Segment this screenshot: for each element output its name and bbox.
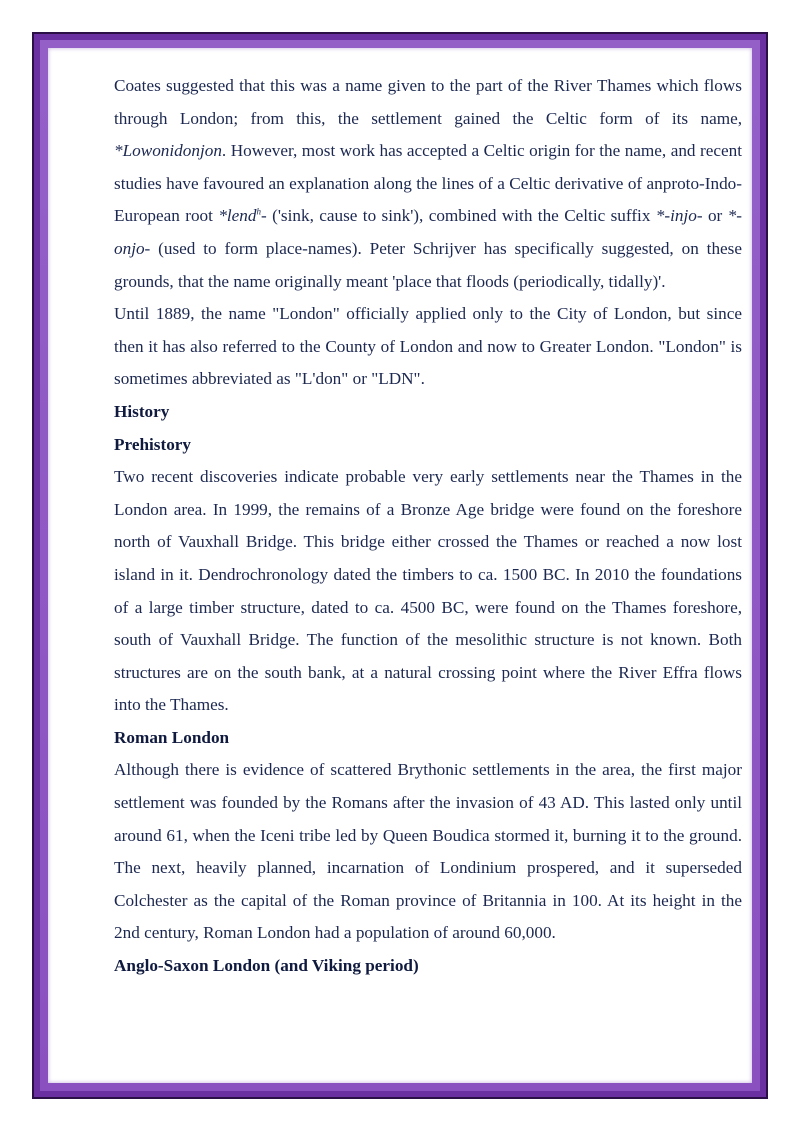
intro-lend: *lend: [218, 206, 257, 226]
intro-text-5: (used to form place-names). Peter Schrijver has specifically suggested, on these grounds, that the name originally meant 'place that floods (periodically, tidally)'.: [114, 238, 742, 291]
intro-paragraph: [114, 70, 742, 298]
intro-lowonidonjon: *Lowonidonjon: [114, 141, 222, 161]
heading-roman-london: Roman London: [114, 727, 230, 747]
intro-lend-superscript: h: [256, 206, 261, 217]
intro-onjo: *-onjo-: [114, 206, 742, 258]
roman-paragraph: Although there is evidence of scattered Brythonic settlements in the area, the first major settlement was founded by the Romans after the invasion of 43 AD. This lasted only until around 61, when the Iceni tribe led by Queen Boudica stormed it, burning it to the ground. The next, heavily planned, incarnation of Londinium prospered, and it superseded Colchester as the capital of the Roman province of Britannia in 100. At its height in the 2nd century, Roman London had a population of around 60,000.: [114, 760, 742, 943]
prehistory-paragraph: Two recent discoveries indicate probable very early settlements near the Thames in the London area. In 1999, the remains of a Bronze Age bridge were found on the foreshore north of Vauxhall Bridge. This bridge either crossed the Thames or reached a now lost island in it. Dendrochronology dated the timbers to ca. 1500 BC. In 2010 the foundations of a large timber structure, dated to ca. 4500 BC, were found on the Thames foreshore, south of Vauxhall Bridge. The function of the mesolithic structure is not known. Both structures are on the south bank, at a natural crossing point where the River Effra flows into the Thames.: [114, 467, 742, 715]
intro-text-2: . However, most work has accepted a Celtic origin for the name, and recent studies have favoured an explanation along the lines of a Celtic derivative of anproto-Indo-European root: [114, 141, 742, 226]
intro-text-3: - ('sink, cause to sink'), combined with the Celtic suffix: [261, 206, 656, 226]
intro-injo: *-injo-: [655, 206, 703, 226]
heading-history: History: [114, 401, 170, 421]
name-paragraph: Until 1889, the name "London" officially applied only to the City of London, but since then it has also referred to the County of London and now to Greater London. "London" is sometimes abbreviated as "L'don" or "LDN".: [114, 304, 742, 389]
heading-prehistory: Prehistory: [114, 434, 192, 454]
heading-anglo-saxon: Anglo-Saxon London (and Viking period): [114, 956, 419, 976]
intro-text-4: or: [702, 206, 728, 226]
document-body: [114, 70, 742, 983]
intro-text-1: Coates suggested that this was a name given to the part of the River Thames which flows through London; from this, the settlement gained the Celtic form of its name,: [114, 76, 742, 128]
